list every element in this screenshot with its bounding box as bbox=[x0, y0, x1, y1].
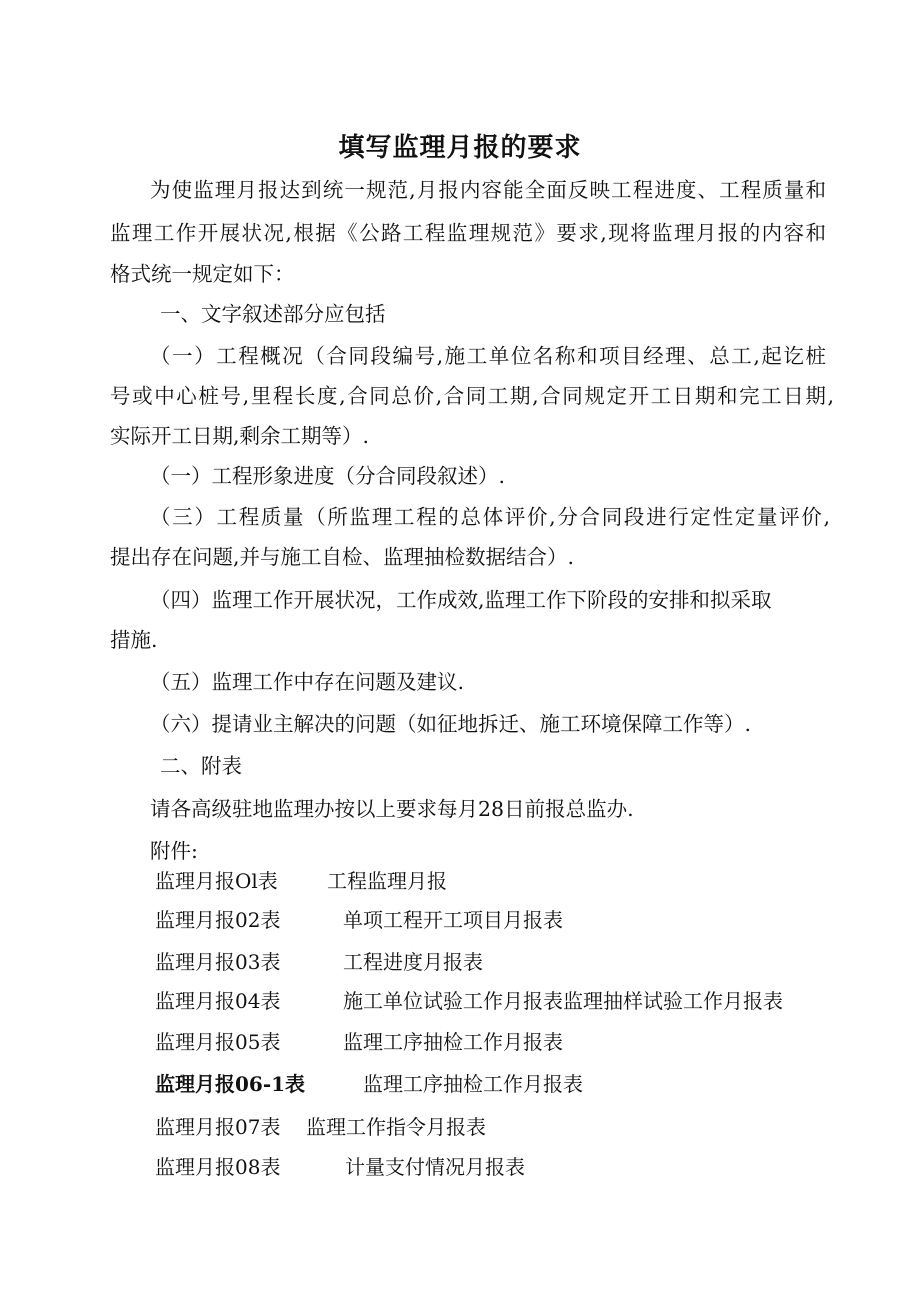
section-heading-2: 二、附表 bbox=[160, 754, 242, 778]
attachment-row bbox=[155, 905, 835, 937]
document-title: 填写监理月报的要求 bbox=[338, 133, 582, 163]
attachment-code: 监理月报07表 bbox=[155, 1115, 281, 1139]
intro-line-2: 监理工作开展状况,根据《公路工程监理规范》要求,现将监理月报的内容和 bbox=[110, 221, 826, 245]
item4-line-1: （四）监理工作开展状况，工作成效,监理工作下阶段的安排和拟采取 bbox=[150, 588, 772, 612]
item2-line: （一）工程形象进度（分合同段叙述）. bbox=[150, 464, 506, 488]
attachment-code: 监理月报04表 bbox=[155, 989, 281, 1013]
attachment-row bbox=[155, 1152, 835, 1184]
item1-line-2: 号或中心桩号,里程长度,合同总价,合同工期,合同规定开工日期和完工日期, bbox=[110, 384, 834, 408]
attachment-code: 监理月报08表 bbox=[155, 1155, 281, 1179]
attachment-name: 施工单位试验工作月报表监理抽样试验工作月报表 bbox=[343, 989, 783, 1013]
attachment-row bbox=[155, 1027, 835, 1059]
intro-line-1: 为使监理月报达到统一规范,月报内容能全面反映工程进度、工程质量和 bbox=[150, 178, 826, 202]
attachment-row bbox=[155, 947, 835, 979]
item1-line-3: 实际开工日期,剩余工期等）. bbox=[110, 424, 370, 448]
attachment-code: 监理月报05表 bbox=[155, 1030, 281, 1054]
attachment-name: 工程监理月报 bbox=[327, 869, 447, 893]
section-heading-1: 一、文字叙述部分应包括 bbox=[160, 302, 386, 326]
attachment-code: 监理月报03表 bbox=[155, 950, 281, 974]
submission-note: 请各高级驻地监理办按以上要求每月28日前报总监办. bbox=[150, 797, 634, 821]
attachment-name: 监理工序抽检工作月报表 bbox=[343, 1030, 563, 1054]
item4-line-2: 措施. bbox=[110, 628, 158, 652]
attachment-code: 监理月报06-1表 bbox=[155, 1072, 306, 1096]
attachment-name: 计量支付情况月报表 bbox=[345, 1155, 525, 1179]
attachments-label: 附件: bbox=[150, 839, 198, 863]
item6-line: （六）提请业主解决的问题（如征地拆迁、施工环境保障工作等）. bbox=[150, 712, 752, 736]
item1-line-1: （一）工程概况（合同段编号,施工单位名称和项目经理、总工,起讫桩 bbox=[150, 344, 826, 368]
intro-line-3: 格式统一规定如下： bbox=[110, 262, 295, 286]
attachment-code: 监理月报Ol表 bbox=[155, 869, 278, 893]
attachment-name: 监理工作指令月报表 bbox=[306, 1115, 486, 1139]
item3-line-1: （三）工程质量（所监理工程的总体评价,分合同段进行定性定量评价, bbox=[150, 505, 830, 529]
attachment-name: 工程进度月报表 bbox=[343, 950, 483, 974]
attachment-code: 监理月报02表 bbox=[155, 908, 281, 932]
item5-line: （五）监理工作中存在问题及建议. bbox=[150, 670, 465, 694]
attachment-row bbox=[155, 1112, 835, 1144]
attachment-name: 单项工程开工项目月报表 bbox=[343, 908, 563, 932]
attachment-row bbox=[155, 866, 835, 898]
item3-line-2: 提出存在问题,并与施工自检、监理抽检数据结合）. bbox=[110, 545, 575, 569]
attachment-row bbox=[155, 1069, 835, 1101]
attachment-name: 监理工序抽检工作月报表 bbox=[363, 1072, 583, 1096]
attachment-row bbox=[155, 986, 835, 1018]
